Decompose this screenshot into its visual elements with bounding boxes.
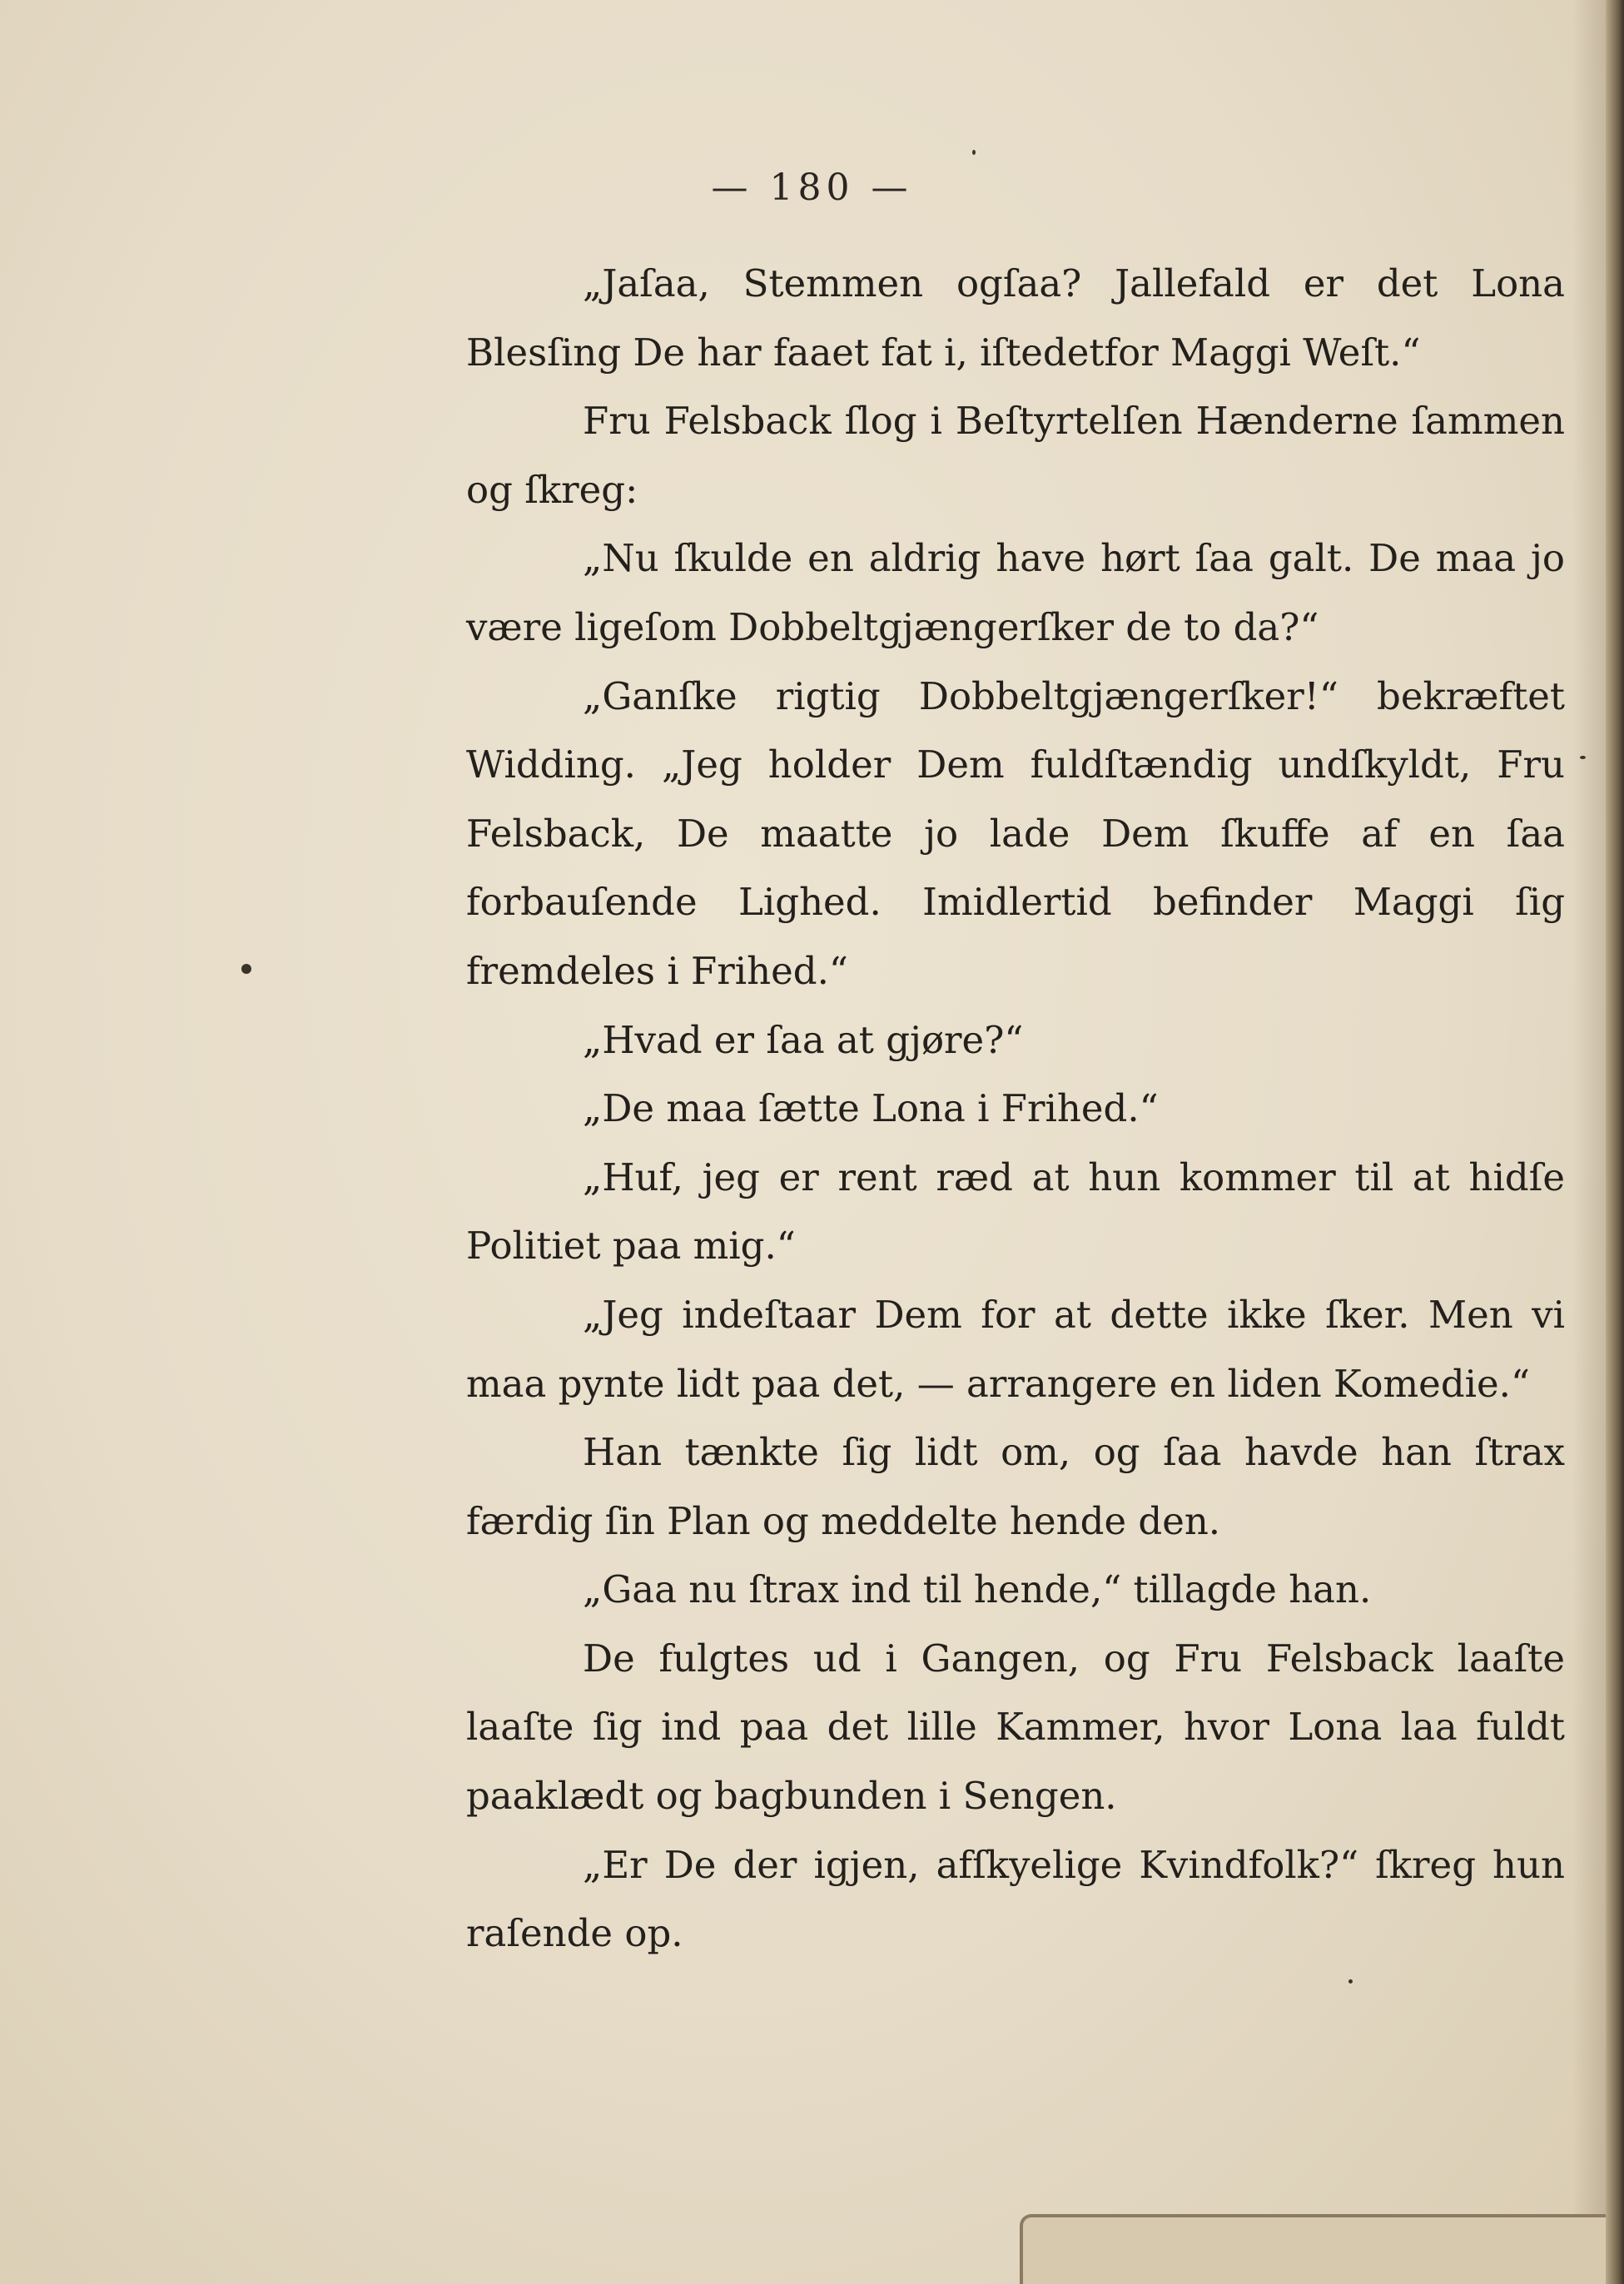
- paragraph: Fru Felsback ſlog i Beſtyrtelſen Hænderne ſammen og ſkreg:: [466, 399, 1565, 512]
- paragraph: „Nu ſkulde en aldrig have hørt ſaa galt. De maa jo være ligeſom Dobbeltgjængerſker de to da?“: [466, 536, 1565, 649]
- paragraph: „Jeg indeſtaar Dem for at dette ikke ſker. Men vi maa pynte lidt paa det, — arrangere en liden Komedie.“: [466, 1292, 1565, 1406]
- paragraph: „De maa ſætte Lona i Frihed.“: [583, 1086, 1159, 1131]
- paragraph: De fulgtes ud i Gangen, og Fru Felsback laaſte laaſte ſig ind paa det lille Kammer, hvor Lona laa fuldt paaklædt og bagbunden i Sengen.: [466, 1636, 1565, 1819]
- paragraph: „Ganſke rigtig Dobbeltgjængerſker!“ bekræftet Widding. „Jeg holder Dem fuldſtændig undſkyldt, Fru Felsback, De maatte jo lade Dem ſkuffe af en ſaa forbauſende Lighed. Imidlertid befinder Maggi ſig fremdeles i Frihed.“: [466, 673, 1565, 993]
- paragraph: „Er De der igjen, afſkyelige Kvindfolk?“ ſkreg hun raſende op.: [466, 1842, 1565, 1956]
- body-text: [466, 250, 1565, 1969]
- paragraph: „Hvad er ſaa at gjøre?“: [583, 1017, 1024, 1062]
- ink-speck: [1348, 1979, 1353, 1984]
- page-corner-fold: [1020, 2214, 1606, 2284]
- ink-speck: [1580, 756, 1586, 759]
- page-edge-shadow: [1572, 0, 1606, 2284]
- ink-speck: [241, 964, 251, 974]
- ink-speck: [972, 150, 976, 155]
- page-edge: [1606, 0, 1624, 2284]
- paragraph: Han tænkte ſig lidt om, og ſaa havde han ſtrax færdig ſin Plan og meddelte hende den.: [466, 1430, 1565, 1543]
- paragraph: „Huf, jeg er rent ræd at hun kommer til at hidſe Politiet paa mig.“: [466, 1154, 1565, 1269]
- paragraph: „Gaa nu ſtrax ind til hende,“ tillagde han.: [583, 1567, 1372, 1612]
- page-number: — 180 —: [711, 166, 913, 209]
- paragraph: „Jaſaa, Stemmen ogſaa? Jallefald er det Lona Blesſing De har faaet fat i, iſtedetfor Maggi Weſt.“: [466, 261, 1565, 375]
